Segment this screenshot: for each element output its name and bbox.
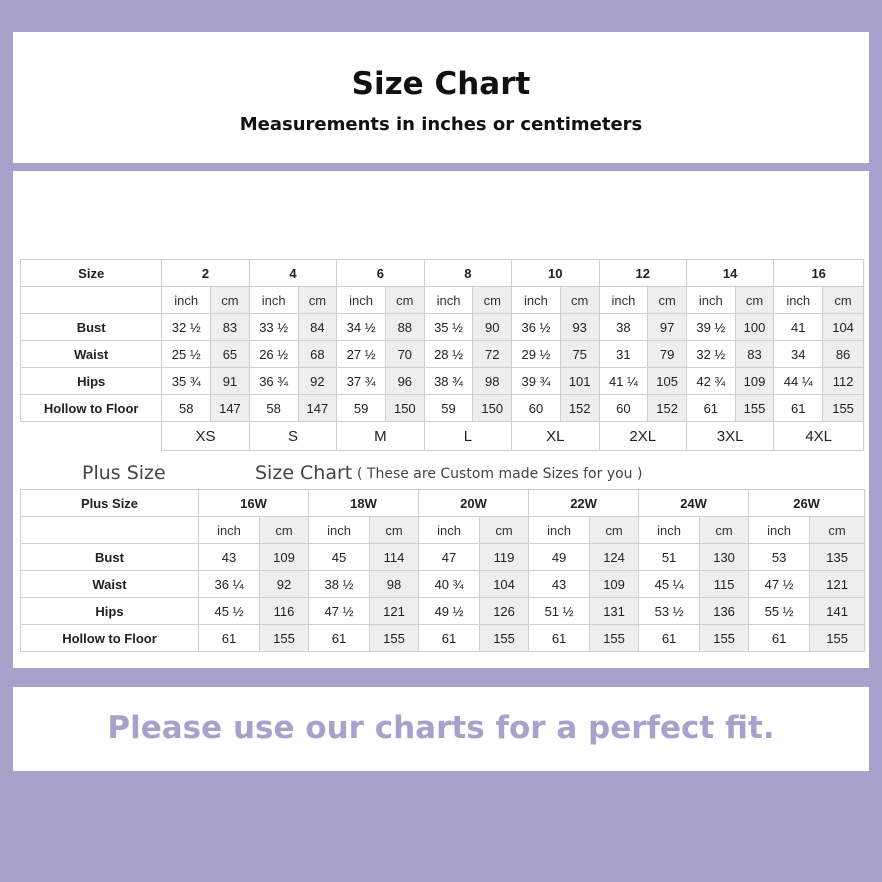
cm-value: 155 (810, 625, 865, 652)
inch-value: 53 ½ (639, 598, 700, 625)
unit-inch-label: inch (199, 517, 260, 544)
inch-value: 61 (199, 625, 260, 652)
unit-cm-label: cm (823, 287, 864, 314)
inch-value: 32 ½ (162, 314, 211, 341)
unit-row (21, 517, 865, 544)
cm-value: 98 (370, 571, 419, 598)
page-title: Size Chart (351, 66, 531, 102)
inch-value: 41 (774, 314, 823, 341)
table-header-row (21, 490, 865, 517)
cm-value: 100 (735, 314, 774, 341)
cm-value: 109 (735, 368, 774, 395)
cm-value: 150 (473, 395, 512, 422)
measurement-label: Hips (21, 368, 162, 395)
cm-value: 83 (211, 314, 250, 341)
table-row (21, 598, 865, 625)
inch-value: 39 ¾ (512, 368, 561, 395)
us-size-label: 4XL (774, 422, 864, 451)
unit-row-blank (21, 287, 162, 314)
size-header: 16 (774, 260, 864, 287)
measurement-label: Waist (21, 341, 162, 368)
inch-value: 49 ½ (419, 598, 480, 625)
size-header: 2 (162, 260, 249, 287)
inch-value: 61 (774, 395, 823, 422)
inch-value: 34 ½ (337, 314, 386, 341)
table-row (21, 625, 865, 652)
cm-value: 88 (386, 314, 425, 341)
inch-value: 58 (249, 395, 298, 422)
inch-value: 45 ½ (199, 598, 260, 625)
inch-value: 58 (162, 395, 211, 422)
cm-value: 119 (480, 544, 529, 571)
us-size-label: M (337, 422, 424, 451)
cm-value: 121 (810, 571, 865, 598)
cm-value: 84 (298, 314, 337, 341)
inch-value: 49 (529, 544, 590, 571)
cm-value: 104 (480, 571, 529, 598)
inch-value: 47 ½ (309, 598, 370, 625)
unit-cm-label: cm (480, 517, 529, 544)
size-header: 14 (686, 260, 773, 287)
inch-value: 59 (337, 395, 386, 422)
cm-value: 147 (298, 395, 337, 422)
unit-inch-label: inch (599, 287, 648, 314)
inch-value: 41 ¼ (599, 368, 648, 395)
unit-inch-label: inch (424, 287, 473, 314)
cm-value: 109 (590, 571, 639, 598)
us-size-label: S (249, 422, 336, 451)
us-size-blank (21, 422, 162, 451)
inch-value: 61 (309, 625, 370, 652)
inch-value: 59 (424, 395, 473, 422)
inch-value: 26 ½ (249, 341, 298, 368)
cm-value: 105 (648, 368, 687, 395)
us-size-label: 2XL (599, 422, 686, 451)
unit-cm-label: cm (590, 517, 639, 544)
cm-value: 91 (211, 368, 250, 395)
cm-value: 65 (211, 341, 250, 368)
cm-value: 155 (590, 625, 639, 652)
cm-value: 75 (560, 341, 599, 368)
cm-value: 126 (480, 598, 529, 625)
cm-value: 121 (370, 598, 419, 625)
size-header: 26W (749, 490, 865, 517)
cm-value: 155 (823, 395, 864, 422)
size-header: 10 (512, 260, 599, 287)
cm-value: 152 (560, 395, 599, 422)
cm-value: 112 (823, 368, 864, 395)
inch-value: 40 ¾ (419, 571, 480, 598)
inch-value: 38 ½ (309, 571, 370, 598)
inch-value: 45 (309, 544, 370, 571)
unit-cm-label: cm (211, 287, 250, 314)
inch-value: 43 (199, 544, 260, 571)
size-column-label: Size (21, 260, 162, 287)
cm-value: 135 (810, 544, 865, 571)
inch-value: 45 ¼ (639, 571, 700, 598)
inch-value: 61 (749, 625, 810, 652)
cm-value: 92 (298, 368, 337, 395)
inch-value: 32 ½ (686, 341, 735, 368)
table-row (21, 571, 865, 598)
cm-value: 152 (648, 395, 687, 422)
cm-value: 131 (590, 598, 639, 625)
cm-value: 136 (700, 598, 749, 625)
measurement-label: Hips (21, 598, 199, 625)
cm-value: 141 (810, 598, 865, 625)
unit-cm-label: cm (260, 517, 309, 544)
unit-inch-label: inch (512, 287, 561, 314)
inch-value: 61 (686, 395, 735, 422)
plus-size-heading: Plus Size (82, 462, 166, 484)
unit-row (21, 287, 864, 314)
inch-value: 35 ½ (424, 314, 473, 341)
unit-cm-label: cm (473, 287, 512, 314)
measurement-label: Bust (21, 544, 199, 571)
cm-value: 79 (648, 341, 687, 368)
inch-value: 31 (599, 341, 648, 368)
cm-value: 114 (370, 544, 419, 571)
table-row (21, 395, 864, 422)
inch-value: 60 (599, 395, 648, 422)
inch-value: 47 (419, 544, 480, 571)
table-row (21, 341, 864, 368)
plus-size-table (20, 489, 865, 652)
table-row (21, 314, 864, 341)
unit-cm-label: cm (735, 287, 774, 314)
cm-value: 86 (823, 341, 864, 368)
inch-value: 51 ½ (529, 598, 590, 625)
unit-inch-label: inch (686, 287, 735, 314)
cm-value: 155 (735, 395, 774, 422)
us-size-label: XS (162, 422, 249, 451)
inch-value: 33 ½ (249, 314, 298, 341)
unit-inch-label: inch (419, 517, 480, 544)
cm-value: 155 (480, 625, 529, 652)
inch-value: 35 ¾ (162, 368, 211, 395)
cm-value: 72 (473, 341, 512, 368)
unit-inch-label: inch (749, 517, 810, 544)
unit-row-blank (21, 517, 199, 544)
cm-value: 68 (298, 341, 337, 368)
page-subtitle: Measurements in inches or centimeters (239, 114, 643, 135)
size-header: 18W (309, 490, 419, 517)
cm-value: 104 (823, 314, 864, 341)
inch-value: 39 ½ (686, 314, 735, 341)
cm-value: 155 (260, 625, 309, 652)
size-header: 4 (249, 260, 336, 287)
inch-value: 42 ¾ (686, 368, 735, 395)
inch-value: 53 (749, 544, 810, 571)
inch-value: 60 (512, 395, 561, 422)
cm-value: 109 (260, 544, 309, 571)
unit-inch-label: inch (337, 287, 386, 314)
cm-value: 98 (473, 368, 512, 395)
measurement-label: Bust (21, 314, 162, 341)
cm-value: 90 (473, 314, 512, 341)
unit-inch-label: inch (774, 287, 823, 314)
unit-cm-label: cm (298, 287, 337, 314)
size-header: 12 (599, 260, 686, 287)
unit-inch-label: inch (529, 517, 590, 544)
inch-value: 37 ¾ (337, 368, 386, 395)
inch-value: 36 ¼ (199, 571, 260, 598)
plus-size-note: ( These are Custom made Sizes for you ) (357, 466, 643, 482)
footer-message: Please use our charts for a perfect fit. (107, 710, 775, 746)
inch-value: 51 (639, 544, 700, 571)
cm-value: 155 (700, 625, 749, 652)
cm-value: 83 (735, 341, 774, 368)
cm-value: 124 (590, 544, 639, 571)
inch-value: 47 ½ (749, 571, 810, 598)
size-header: 6 (337, 260, 424, 287)
cm-value: 97 (648, 314, 687, 341)
cm-value: 150 (386, 395, 425, 422)
inch-value: 61 (419, 625, 480, 652)
size-header: 8 (424, 260, 511, 287)
cm-value: 96 (386, 368, 425, 395)
unit-inch-label: inch (249, 287, 298, 314)
unit-cm-label: cm (810, 517, 865, 544)
cm-value: 147 (211, 395, 250, 422)
table-row (21, 544, 865, 571)
inch-value: 55 ½ (749, 598, 810, 625)
inch-value: 27 ½ (337, 341, 386, 368)
unit-inch-label: inch (162, 287, 211, 314)
unit-inch-label: inch (309, 517, 370, 544)
inch-value: 61 (639, 625, 700, 652)
cm-value: 116 (260, 598, 309, 625)
table-row (21, 368, 864, 395)
size-header: 24W (639, 490, 749, 517)
cm-value: 130 (700, 544, 749, 571)
unit-cm-label: cm (648, 287, 687, 314)
unit-cm-label: cm (700, 517, 749, 544)
size-column-label: Plus Size (21, 490, 199, 517)
inch-value: 43 (529, 571, 590, 598)
unit-cm-label: cm (370, 517, 419, 544)
size-header: 20W (419, 490, 529, 517)
cm-value: 70 (386, 341, 425, 368)
cm-value: 155 (370, 625, 419, 652)
cm-value: 101 (560, 368, 599, 395)
us-size-label: 3XL (686, 422, 773, 451)
unit-inch-label: inch (639, 517, 700, 544)
cm-value: 92 (260, 571, 309, 598)
unit-cm-label: cm (386, 287, 425, 314)
table-header-row (21, 260, 864, 287)
inch-value: 38 ¾ (424, 368, 473, 395)
inch-value: 38 (599, 314, 648, 341)
plus-size-chart-title: Size Chart (255, 462, 353, 484)
measurement-label: Waist (21, 571, 199, 598)
inch-value: 36 ½ (512, 314, 561, 341)
inch-value: 61 (529, 625, 590, 652)
measurement-label: Hollow to Floor (21, 395, 162, 422)
cm-value: 115 (700, 571, 749, 598)
inch-value: 36 ¾ (249, 368, 298, 395)
cm-value: 93 (560, 314, 599, 341)
inch-value: 34 (774, 341, 823, 368)
size-header: 22W (529, 490, 639, 517)
us-size-label: XL (512, 422, 599, 451)
inch-value: 25 ½ (162, 341, 211, 368)
unit-cm-label: cm (560, 287, 599, 314)
inch-value: 28 ½ (424, 341, 473, 368)
measurement-label: Hollow to Floor (21, 625, 199, 652)
regular-size-table (20, 259, 864, 451)
us-size-row (21, 422, 864, 451)
inch-value: 29 ½ (512, 341, 561, 368)
size-header: 16W (199, 490, 309, 517)
inch-value: 44 ¼ (774, 368, 823, 395)
us-size-label: L (424, 422, 511, 451)
